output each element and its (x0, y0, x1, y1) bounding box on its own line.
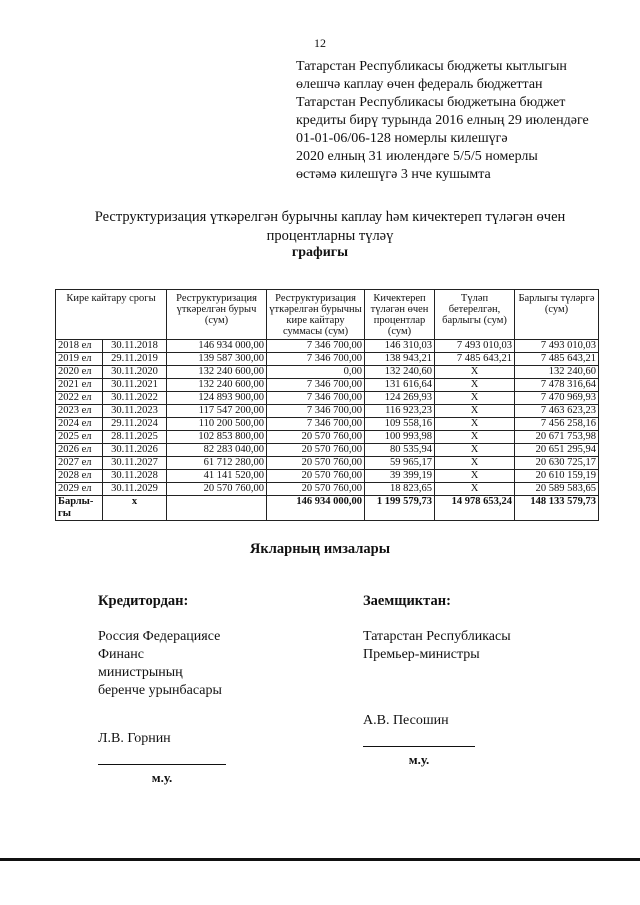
cell-repayment-amount: 7 346 700,00 (267, 418, 365, 431)
cell-restructured-debt: 132 240 600,00 (167, 366, 267, 379)
annex-line: өстәмә килешүгә 3 нче кушымта (296, 167, 491, 182)
cell-year: 2022 ел (56, 392, 103, 405)
cell-total-due: 7 493 010,03 (515, 340, 599, 353)
total-restructured-debt (167, 496, 267, 521)
cell-restructured-debt: 61 712 280,00 (167, 457, 267, 470)
annex-line: Татарстан Республикасы бюджеты кытлыгын (296, 59, 567, 74)
header-restructured-debt: Реструктуризация үткәрелгән бурыч (сум) (167, 290, 267, 340)
document-title-line: процентларны түләү (266, 228, 394, 244)
cell-deferred-interest: 116 923,23 (365, 405, 435, 418)
cell-paid-total: X (435, 444, 515, 457)
document-title (40, 208, 620, 246)
cell-year: 2023 ел (56, 405, 103, 418)
creditor-signature-line (98, 764, 226, 765)
cell-year: 2024 ел (56, 418, 103, 431)
cell-deferred-interest: 18 823,65 (365, 483, 435, 496)
cell-restructured-debt: 41 141 520,00 (167, 470, 267, 483)
creditor-name: Л.В. Горнин (98, 731, 171, 746)
total-date: х (103, 496, 167, 521)
table-row (56, 405, 599, 418)
table-header-row (56, 290, 599, 340)
borrower-title-line: Премьер-министры (363, 647, 480, 662)
cell-deferred-interest: 131 616,64 (365, 379, 435, 392)
header-paid-total: Түләп бетерелгән, барлыгы (сум) (435, 290, 515, 340)
cell-repayment-amount: 7 346 700,00 (267, 340, 365, 353)
annex-line: 01-01-06/06-128 номерлы килешүгә (296, 131, 508, 146)
table-row (56, 431, 599, 444)
cell-year: 2027 ел (56, 457, 103, 470)
cell-total-due: 7 485 643,21 (515, 353, 599, 366)
table-row (56, 353, 599, 366)
cell-total-due: 7 463 623,23 (515, 405, 599, 418)
header-total-due: Барлыгы түләргә (сум) (515, 290, 599, 340)
cell-date: 30.11.2022 (103, 392, 167, 405)
cell-paid-total: X (435, 431, 515, 444)
cell-date: 29.11.2024 (103, 418, 167, 431)
table-row (56, 392, 599, 405)
cell-deferred-interest: 100 993,98 (365, 431, 435, 444)
borrower-title-line: Татарстан Республикасы (363, 629, 511, 644)
cell-date: 30.11.2029 (103, 483, 167, 496)
cell-deferred-interest: 132 240,60 (365, 366, 435, 379)
annex-line: өлешчә каплау өчен федераль бюджеттан (296, 77, 543, 92)
cell-date: 29.11.2019 (103, 353, 167, 366)
cell-date: 30.11.2026 (103, 444, 167, 457)
total-deferred-interest: 1 199 579,73 (365, 496, 435, 521)
cell-total-due: 20 610 159,19 (515, 470, 599, 483)
cell-restructured-debt: 139 587 300,00 (167, 353, 267, 366)
creditor-title-line: Россия Федерациясе (98, 629, 221, 644)
cell-deferred-interest: 138 943,21 (365, 353, 435, 366)
table-row (56, 470, 599, 483)
total-label: Барлы-гы (56, 496, 103, 521)
table-total-row (56, 496, 599, 521)
cell-repayment-amount: 7 346 700,00 (267, 405, 365, 418)
table-row (56, 340, 599, 353)
cell-total-due: 132 240,60 (515, 366, 599, 379)
creditor-signature-block (98, 592, 228, 787)
cell-year: 2020 ел (56, 366, 103, 379)
total-due: 148 133 579,73 (515, 496, 599, 521)
cell-repayment-amount: 7 346 700,00 (267, 392, 365, 405)
annex-reference (296, 58, 626, 184)
cell-deferred-interest: 39 399,19 (365, 470, 435, 483)
borrower-signature-block (363, 592, 563, 769)
cell-paid-total: 7 485 643,21 (435, 353, 515, 366)
cell-paid-total: X (435, 483, 515, 496)
header-repayment-amount: Реструктуризация үткәрелгән бурычны кире кайтару суммасы (сум) (267, 290, 365, 340)
cell-deferred-interest: 109 558,16 (365, 418, 435, 431)
cell-date: 30.11.2027 (103, 457, 167, 470)
cell-paid-total: X (435, 457, 515, 470)
cell-date: 30.11.2028 (103, 470, 167, 483)
cell-year: 2019 ел (56, 353, 103, 366)
cell-paid-total: X (435, 379, 515, 392)
cell-total-due: 7 470 969,93 (515, 392, 599, 405)
borrower-name: А.В. Песошин (363, 713, 449, 728)
cell-year: 2028 ел (56, 470, 103, 483)
header-return-date: Кире кайтару срогы (56, 290, 167, 340)
cell-total-due: 20 630 725,17 (515, 457, 599, 470)
cell-paid-total: 7 493 010,03 (435, 340, 515, 353)
table-row (56, 457, 599, 470)
borrower-seal-label: м.у. (408, 752, 430, 767)
cell-date: 30.11.2021 (103, 379, 167, 392)
cell-restructured-debt: 82 283 040,00 (167, 444, 267, 457)
cell-restructured-debt: 146 934 000,00 (167, 340, 267, 353)
cell-repayment-amount: 20 570 760,00 (267, 457, 365, 470)
total-paid: 14 978 653,24 (435, 496, 515, 521)
table-row (56, 366, 599, 379)
cell-total-due: 7 456 258,16 (515, 418, 599, 431)
cell-year: 2018 ел (56, 340, 103, 353)
cell-restructured-debt: 124 893 900,00 (167, 392, 267, 405)
cell-restructured-debt: 132 240 600,00 (167, 379, 267, 392)
spacer (363, 664, 563, 682)
cell-paid-total: X (435, 470, 515, 483)
annex-line: 2020 елның 31 июлендәге 5/5/5 номерлы (296, 149, 538, 164)
cell-repayment-amount: 20 570 760,00 (267, 444, 365, 457)
cell-date: 30.11.2018 (103, 340, 167, 353)
cell-restructured-debt: 110 200 500,00 (167, 418, 267, 431)
annex-line: Татарстан Республикасы бюджетына бюджет (296, 95, 566, 110)
cell-year: 2025 ел (56, 431, 103, 444)
cell-paid-total: X (435, 418, 515, 431)
borrower-role: Заемщиктан: (363, 593, 451, 609)
repayment-schedule-table (55, 289, 599, 521)
cell-deferred-interest: 124 269,93 (365, 392, 435, 405)
table-row (56, 418, 599, 431)
cell-total-due: 20 671 753,98 (515, 431, 599, 444)
cell-date: 30.11.2023 (103, 405, 167, 418)
cell-date: 28.11.2025 (103, 431, 167, 444)
cell-deferred-interest: 80 535,94 (365, 444, 435, 457)
cell-repayment-amount: 20 570 760,00 (267, 431, 365, 444)
table-row (56, 379, 599, 392)
header-deferred-interest: Кичектереп түләгән өчен процентлар (сум) (365, 290, 435, 340)
cell-total-due: 20 589 583,65 (515, 483, 599, 496)
cell-repayment-amount: 0,00 (267, 366, 365, 379)
cell-repayment-amount: 20 570 760,00 (267, 470, 365, 483)
creditor-role: Кредитордан: (98, 593, 189, 609)
cell-paid-total: X (435, 405, 515, 418)
cell-deferred-interest: 59 965,17 (365, 457, 435, 470)
cell-repayment-amount: 20 570 760,00 (267, 483, 365, 496)
cell-date: 30.11.2020 (103, 366, 167, 379)
cell-paid-total: X (435, 392, 515, 405)
page-number: 12 (314, 36, 326, 50)
cell-restructured-debt: 102 853 800,00 (167, 431, 267, 444)
cell-paid-total: X (435, 366, 515, 379)
table-row (56, 483, 599, 496)
cell-year: 2021 ел (56, 379, 103, 392)
cell-repayment-amount: 7 346 700,00 (267, 353, 365, 366)
creditor-title-line: Финанс министрының (98, 647, 183, 680)
creditor-title-line: беренче урынбасары (98, 683, 222, 698)
cell-total-due: 20 651 295,94 (515, 444, 599, 457)
signatures-heading: Якларның имзалары (249, 541, 391, 557)
annex-line: кредиты бирү турында 2016 елның 29 июлендәге (296, 113, 589, 128)
cell-restructured-debt: 20 570 760,00 (167, 483, 267, 496)
cell-restructured-debt: 117 547 200,00 (167, 405, 267, 418)
total-repayment-amount: 146 934 000,00 (267, 496, 365, 521)
borrower-signature-line (363, 746, 475, 747)
creditor-seal-label: м.у. (151, 770, 173, 785)
cell-year: 2029 ел (56, 483, 103, 496)
cell-year: 2026 ел (56, 444, 103, 457)
cell-deferred-interest: 146 310,03 (365, 340, 435, 353)
cell-total-due: 7 478 316,64 (515, 379, 599, 392)
document-subtitle: графигы (291, 245, 349, 260)
document-title-line: Реструктуризация үткәрелгән бурычны каплау һәм кичектереп түләгән өчен (94, 209, 566, 225)
cell-repayment-amount: 7 346 700,00 (267, 379, 365, 392)
table-row (56, 444, 599, 457)
scan-edge-line (0, 858, 640, 861)
